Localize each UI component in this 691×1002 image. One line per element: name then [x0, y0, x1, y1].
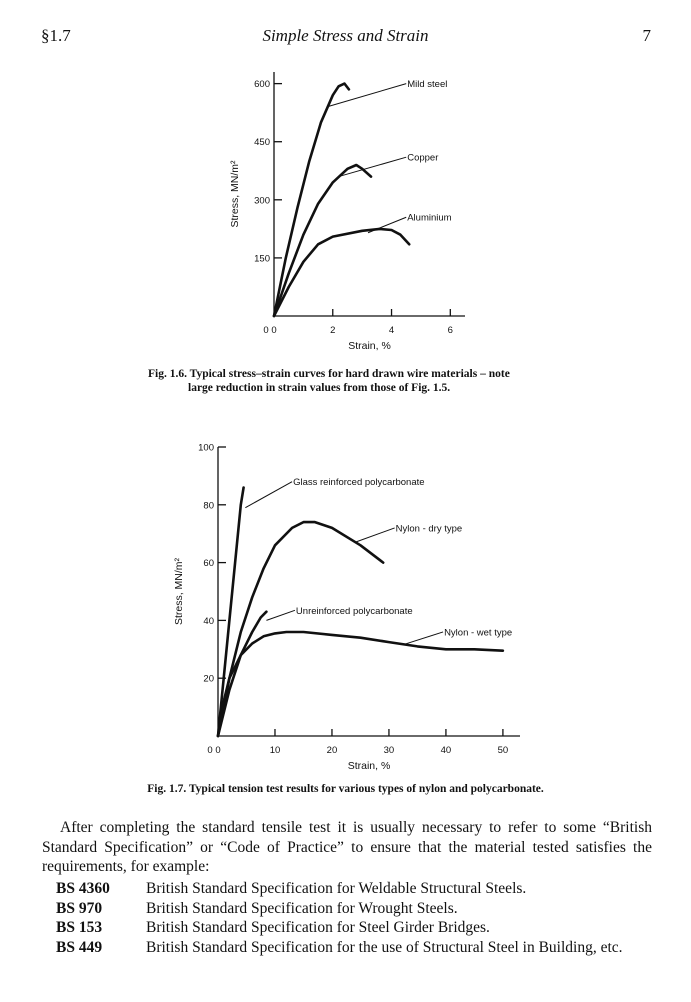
y-tick-label: 100 — [198, 442, 214, 454]
y-axis-label: Stress, MN/m² — [173, 557, 185, 626]
series-aluminium-label: Aluminium — [407, 212, 452, 224]
origin-label: 0 — [207, 745, 213, 756]
standard-code: BS 449 — [56, 938, 103, 956]
x-tick-label: 0 — [215, 745, 221, 756]
fig-1-7-caption: Fig. 1.7. Typical tension test results for various types of nylon and polycarbonate. — [147, 783, 544, 795]
standard-row — [56, 918, 623, 938]
y-tick-label: 40 — [203, 615, 214, 627]
page-title: Simple Stress and Strain — [262, 26, 429, 45]
series-nylon-wet-type-label: Nylon - wet type — [444, 627, 513, 639]
fig-1-6-caption-line2: large reduction in strain values from those of Fig. 1.5. — [188, 382, 451, 394]
y-tick-label: 80 — [203, 500, 214, 512]
fig-1-6-caption-line1: Fig. 1.6. Typical stress–strain curves for hard drawn wire materials – note — [148, 368, 510, 380]
series-nylon-wet-type-curve — [218, 632, 503, 736]
series-unreinforced-polycarbonate-label: Unreinforced polycarbonate — [295, 605, 413, 617]
x-axis-label: Strain, % — [348, 340, 391, 352]
y-tick-label: 60 — [203, 558, 214, 570]
x-tick-label: 50 — [497, 745, 509, 756]
series-glass-reinforced-polycarbonate-leader — [245, 482, 292, 508]
standard-code: BS 4360 — [56, 880, 110, 897]
standard-desc: British Standard Specification for the use of Structural Steel in Building, etc. — [146, 938, 623, 956]
x-tick-label: 20 — [326, 745, 338, 756]
body-paragraph: After completing the standard tensile test it is usually necessary to refer to some “British Standard Specification” or “Code of Practice” to ensure that the material tested satisfies the requirements, for example: — [42, 819, 652, 875]
x-tick-label: 4 — [388, 325, 395, 336]
standard-desc: British Standard Specification for Wrought Steels. — [146, 899, 458, 917]
origin-label: 0 — [263, 325, 269, 336]
series-nylon-dry-type-label: Nylon - dry type — [395, 523, 463, 535]
series-nylon-dry-type-leader — [355, 528, 395, 542]
y-tick-label: 20 — [203, 673, 214, 685]
page-number: 7 — [642, 26, 651, 45]
x-tick-label: 0 — [271, 325, 277, 336]
series-glass-reinforced-polycarbonate-label: Glass reinforced polycarbonate — [293, 477, 425, 489]
series-nylon-wet-type-leader — [403, 632, 443, 645]
standard-desc: British Standard Specification for Weldable Structural Steels. — [146, 880, 527, 897]
x-tick-label: 10 — [269, 745, 281, 756]
series-glass-reinforced-polycarbonate-curve — [218, 488, 244, 737]
y-axis-label: Stress, MN/m² — [229, 160, 241, 228]
y-tick-label: 150 — [254, 253, 270, 265]
standard-row — [56, 879, 623, 899]
standard-desc: British Standard Specification for Steel Girder Bridges. — [146, 919, 490, 936]
y-tick-label: 300 — [254, 195, 270, 207]
standards-list — [56, 879, 623, 957]
x-tick-label: 6 — [447, 325, 453, 336]
x-tick-label: 2 — [330, 325, 336, 336]
y-tick-label: 450 — [254, 137, 270, 149]
x-tick-label: 40 — [440, 745, 452, 756]
standard-code: BS 970 — [56, 899, 103, 917]
y-tick-label: 600 — [254, 79, 270, 91]
x-axis-label: Strain, % — [347, 760, 391, 772]
series-mild-steel-label: Mild steel — [407, 79, 448, 91]
section-number: §1.7 — [41, 26, 71, 45]
x-tick-label: 30 — [383, 745, 395, 756]
standard-code: BS 153 — [56, 919, 103, 936]
series-nylon-dry-type-curve — [218, 522, 383, 736]
standard-row — [56, 899, 623, 919]
series-copper-label: Copper — [407, 152, 439, 164]
standard-row — [56, 938, 623, 958]
series-unreinforced-polycarbonate-leader — [266, 610, 294, 620]
